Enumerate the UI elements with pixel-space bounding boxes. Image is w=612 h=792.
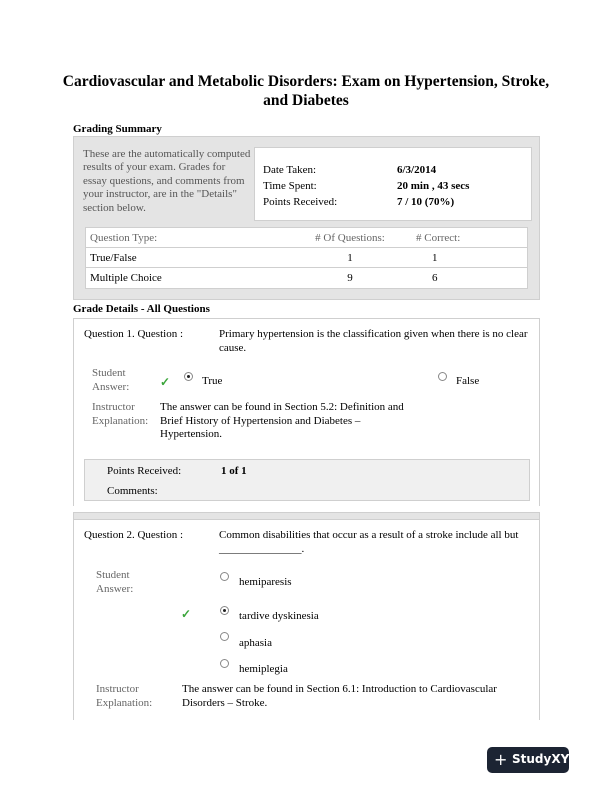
header-num-questions: # Of Questions: xyxy=(315,232,385,244)
question-label: Question 2. Question : xyxy=(84,529,183,541)
instructor-explanation-label: Instructor Explanation: xyxy=(92,401,149,427)
summary-info-box xyxy=(254,147,532,221)
question-text: Primary hypertension is the classification given when there is no clear cause. xyxy=(219,328,528,354)
question-type-table xyxy=(85,227,528,289)
option-hemiplegia: hemiplegia xyxy=(239,663,288,675)
page-title: Cardiovascular and Metabolic Disorders: Exam on Hypertension, Stroke, and Diabetes xyxy=(62,73,550,109)
date-taken-value: 6/3/2014 xyxy=(397,164,437,176)
time-spent-value: 20 min , 43 secs xyxy=(397,180,470,192)
plus-icon: + xyxy=(494,750,508,769)
radio-true[interactable] xyxy=(184,372,193,381)
points-box xyxy=(84,459,530,501)
cell-type: True/False xyxy=(90,252,137,264)
cell-correct: 6 xyxy=(432,272,438,284)
cell-correct: 1 xyxy=(432,252,438,264)
summary-intro: These are the automatically computed results of your exam. Grades for essay questions, and comments from your instructor, are in the "Details" section below. xyxy=(83,148,251,214)
points-received-label: Points Received: xyxy=(107,465,182,477)
header-num-correct: # Correct: xyxy=(416,232,461,244)
question-label: Question 1. Question : xyxy=(84,328,183,340)
grading-summary-heading: Grading Summary xyxy=(73,123,162,135)
correct-check-icon: ✓ xyxy=(181,607,192,621)
option-aphasia: aphasia xyxy=(239,637,272,649)
option-false: False xyxy=(456,375,480,387)
comments-label: Comments: xyxy=(107,485,158,497)
date-taken-label: Date Taken: xyxy=(263,164,317,176)
points-received-value: 1 of 1 xyxy=(221,465,247,477)
question-card-2 xyxy=(73,520,540,720)
points-received-label: Points Received: xyxy=(263,196,338,208)
option-hemiparesis: hemiparesis xyxy=(239,576,292,588)
student-answer-label: Student Answer: xyxy=(92,367,130,393)
cell-questions: 1 xyxy=(347,252,353,264)
instructor-explanation: The answer can be found in Section 5.2: Definition and Brief History of Hypertension and Diabetes – Hypertension. xyxy=(160,401,404,440)
table-row xyxy=(86,268,527,288)
badge-text: StudyXY xyxy=(512,752,570,766)
instructor-explanation: The answer can be found in Section 6.1: Introduction to Cardiovascular Disorders – Stroke. xyxy=(182,683,497,709)
cell-type: Multiple Choice xyxy=(90,272,162,284)
grade-details-heading: Grade Details - All Questions xyxy=(73,303,210,315)
radio-aphasia[interactable] xyxy=(220,632,229,641)
table-header-row xyxy=(86,228,527,248)
grading-summary-panel xyxy=(73,136,540,300)
radio-hemiparesis[interactable] xyxy=(220,572,229,581)
studyxy-badge[interactable] xyxy=(487,747,569,773)
question-card-1 xyxy=(73,318,540,506)
time-spent-label: Time Spent: xyxy=(263,180,317,192)
points-received-value: 7 / 10 (70%) xyxy=(397,196,455,208)
radio-false[interactable] xyxy=(438,372,447,381)
question-text: Common disabilities that occur as a result of a stroke include all but _______________. xyxy=(219,529,519,555)
radio-hemiplegia[interactable] xyxy=(220,659,229,668)
option-tardive-dyskinesia: tardive dyskinesia xyxy=(239,610,319,622)
instructor-explanation-label: Instructor Explanation: xyxy=(96,683,153,709)
header-question-type: Question Type: xyxy=(90,232,158,244)
correct-check-icon: ✓ xyxy=(160,375,171,389)
option-true: True xyxy=(202,375,223,387)
question-divider xyxy=(73,512,540,520)
student-answer-label: Student Answer: xyxy=(96,569,134,595)
radio-tardive-dyskinesia[interactable] xyxy=(220,606,229,615)
cell-questions: 9 xyxy=(347,272,353,284)
table-row xyxy=(86,248,527,268)
